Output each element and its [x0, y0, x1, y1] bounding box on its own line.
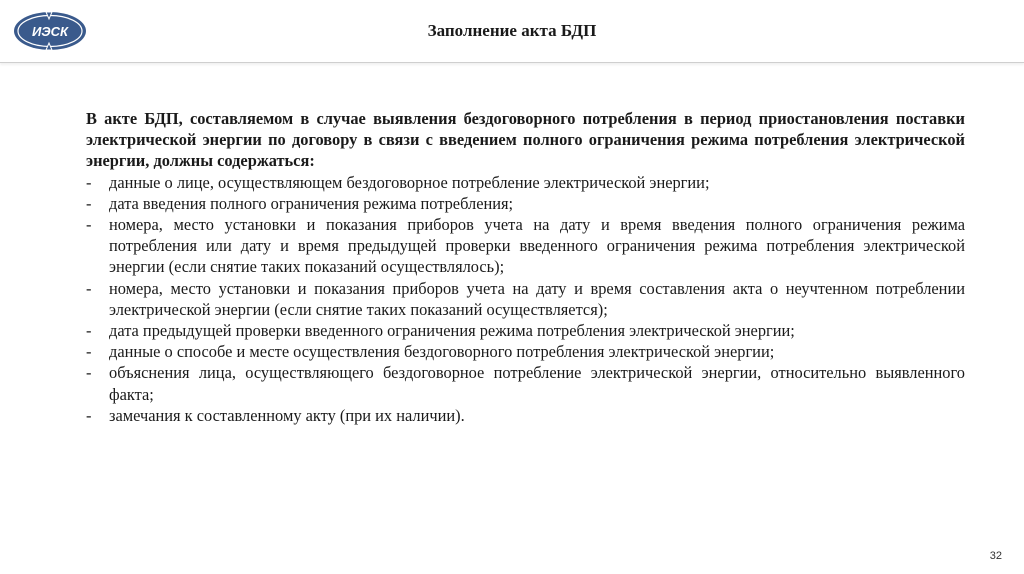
intro-paragraph: В акте БДП, составляемом в случае выявления бездоговорного потребления в период приостановления поставки электрической энергии по договору в связи с введением полного ограничения режима потребления электрической энергии, должны содержаться: — [86, 109, 965, 171]
list-item-text: данные о способе и месте осуществления бездоговорного потребления электрической энергии; — [109, 342, 775, 362]
bullet-dash: - — [86, 342, 92, 362]
list-item-text: замечания к составленному акту (при их наличии). — [109, 405, 465, 425]
list-item-text: дата предыдущей проверки введенного ограничения режима потребления электрической энергии; — [109, 321, 795, 341]
bullet-dash: - — [86, 405, 92, 425]
slide-header — [0, 0, 1024, 63]
requirements-list — [86, 172, 965, 426]
list-item — [86, 193, 965, 214]
bullet-dash: - — [86, 363, 92, 383]
bullet-dash: - — [86, 278, 92, 298]
list-item-text: дата введения полного ограничения режима потребления; — [109, 193, 514, 213]
list-item — [86, 172, 965, 193]
bullet-dash: - — [86, 321, 92, 341]
list-item — [86, 214, 965, 278]
list-item-text: объяснения лица, осуществляющего бездоговорное потребление электрической энергии, относительно выявленного факта; — [109, 363, 965, 404]
list-item — [86, 320, 965, 341]
logo-text: ИЭСК — [31, 24, 69, 39]
list-item-text: номера, место установки и показания приборов учета на дату и время введения полного ограничения режима потребления или дату и время предыдущей проверки введенного ограничения режима потребления электрической энергии (если снятие таких показаний осуществлялось); — [109, 215, 965, 277]
list-item — [86, 341, 965, 362]
bullet-dash: - — [86, 172, 92, 192]
bullet-dash: - — [86, 215, 92, 235]
slide-title: Заполнение акта БДП — [427, 21, 597, 40]
list-item-text: данные о лице, осуществляющем бездоговорное потребление электрической энергии; — [109, 172, 710, 192]
page-number: 32 — [989, 550, 1002, 562]
list-item — [86, 278, 965, 320]
slide-content — [86, 108, 965, 426]
list-item — [86, 362, 965, 404]
list-item — [86, 405, 965, 426]
list-item-text: номера, место установки и показания приборов учета на дату и время составления акта о неучтенном потреблении электрической энергии (если снятие таких показаний осуществляется); — [109, 278, 965, 319]
bullet-dash: - — [86, 193, 92, 213]
